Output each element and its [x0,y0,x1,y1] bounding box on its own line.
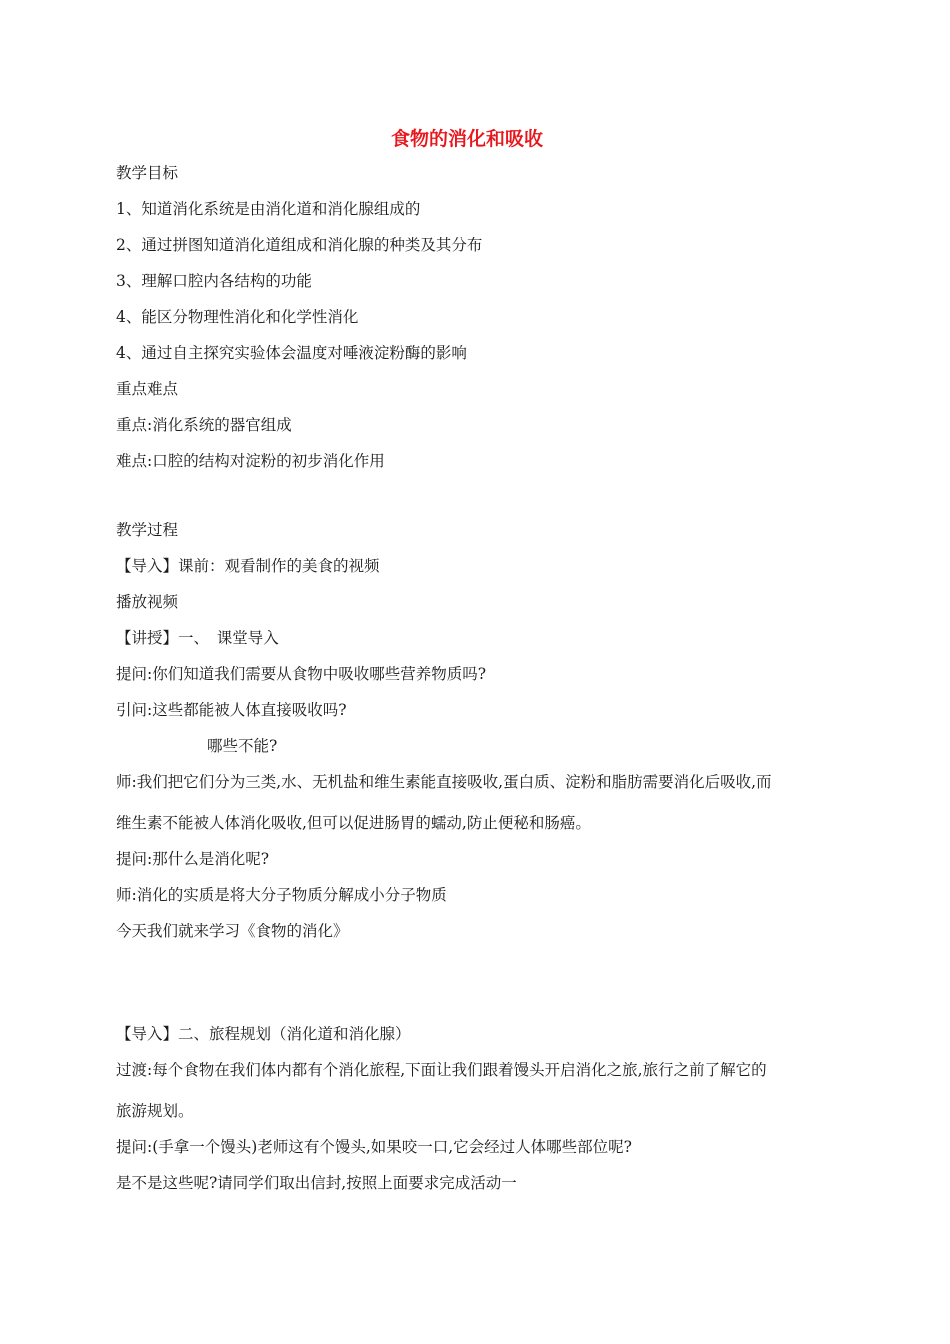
paragraph-line: 哪些不能? [207,737,278,755]
goal-item-1: 1、知道消化系统是由消化道和消化腺组成的 [116,200,421,218]
goal-item-5: 4、通过自主探究实验体会温度对唾液淀粉酶的影响 [116,344,467,362]
heading-teaching-process: 教学过程 [116,521,179,539]
document-title: 食物的消化和吸收 [390,128,543,150]
paragraph-line: 今天我们就来学习《食物的消化》 [116,922,349,940]
key-point: 重点:消化系统的器官组成 [116,416,292,434]
intro-section-2: 【导入】二、旅程规划（消化道和消化腺） [116,1025,411,1043]
lecture-section: 【讲授】一、 课堂导入 [116,629,279,647]
paragraph-line: 旅游规划。 [116,1102,194,1120]
paragraph-line: 维生素不能被人体消化吸收,但可以促进肠胃的蠕动,防止便秘和肠癌。 [116,814,591,832]
intro-section: 【导入】课前：观看制作的美食的视频 [116,557,380,575]
paragraph-line: 提问:你们知道我们需要从食物中吸收哪些营养物质吗? [116,665,487,683]
paragraph-line: 播放视频 [116,593,179,611]
paragraph-line: 过渡:每个食物在我们体内都有个消化旅程,下面让我们跟着馒头开启消化之旅,旅行之前了解它的 [116,1061,767,1079]
goal-item-2: 2、通过拼图知道消化道组成和消化腺的种类及其分布 [116,236,483,254]
paragraph-line: 引问:这些都能被人体直接吸收吗? [116,701,347,719]
heading-key-points: 重点难点 [116,380,179,398]
goal-item-4: 4、能区分物理性消化和化学性消化 [116,308,359,326]
paragraph-line: 师:消化的实质是将大分子物质分解成小分子物质 [116,886,447,904]
paragraph-line: 提问:那什么是消化呢? [116,850,270,868]
difficult-point: 难点:口腔的结构对淀粉的初步消化作用 [116,452,385,470]
paragraph-line: 是不是这些呢?请同学们取出信封,按照上面要求完成活动一 [116,1174,517,1192]
goal-item-3: 3、理解口腔内各结构的功能 [116,272,312,290]
heading-teaching-goals: 教学目标 [116,164,179,182]
paragraph-line: 提问:(手拿一个馒头)老师这有个馒头,如果咬一口,它会经过人体哪些部位呢? [116,1138,632,1156]
paragraph-line: 师:我们把它们分为三类,水、无机盐和维生素能直接吸收,蛋白质、淀粉和脂肪需要消化后吸收,而 [116,773,772,791]
